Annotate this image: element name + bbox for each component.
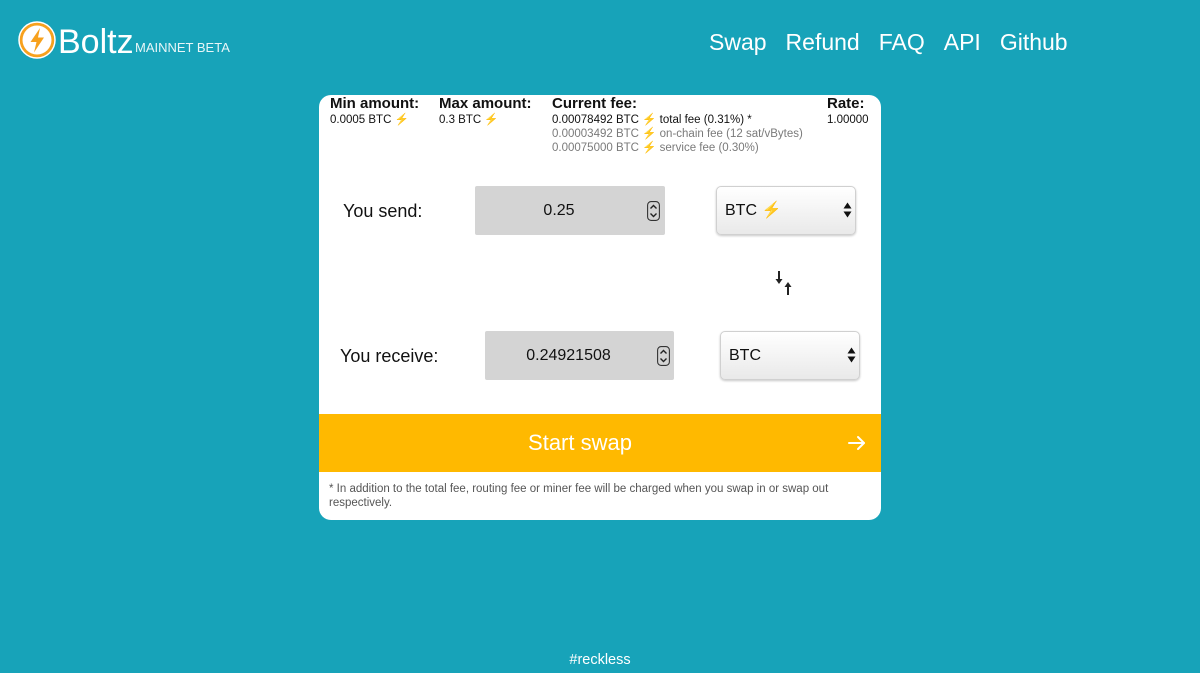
start-swap-label: Start swap — [528, 430, 632, 455]
on-chain-fee-value: 0.00003492 BTC ⚡ on-chain fee (12 sat/vBytes) — [552, 128, 803, 140]
send-currency-value: BTC ⚡ — [725, 202, 782, 219]
send-amount-field — [475, 186, 665, 235]
rate-info — [827, 95, 869, 127]
fee-disclaimer: * In addition to the total fee, routing fee or miner fee will be charged when you swap in or swap out respectively. — [329, 483, 829, 509]
boltz-logo-icon[interactable] — [18, 21, 56, 59]
min-amount-label: Min amount: — [330, 95, 420, 112]
min-amount-info — [330, 95, 419, 127]
brand-name[interactable]: Boltz — [58, 23, 134, 61]
nav-swap[interactable]: Swap — [709, 29, 767, 55]
footer-tagline: #reckless — [569, 652, 631, 668]
swap-arrows-icon[interactable] — [775, 270, 793, 296]
receive-label: You receive: — [340, 346, 439, 366]
arrow-right-icon — [848, 435, 866, 451]
min-amount-value: 0.0005 BTC ⚡ — [330, 114, 409, 126]
rate-label: Rate: — [827, 95, 865, 112]
nav-faq[interactable]: FAQ — [878, 29, 925, 55]
stepper-icon[interactable] — [657, 346, 670, 366]
receive-amount-input[interactable] — [485, 331, 674, 380]
send-currency-select[interactable] — [716, 186, 856, 235]
current-fee-label: Current fee: — [552, 95, 638, 112]
network-badge: MAINNET BETA — [135, 40, 230, 55]
send-label: You send: — [343, 201, 423, 221]
service-fee-value: 0.00075000 BTC ⚡ service fee (0.30%) — [552, 142, 759, 154]
receive-currency-select[interactable] — [720, 331, 860, 380]
current-fee-info — [552, 95, 803, 155]
receive-currency-value: BTC — [729, 347, 761, 364]
nav-api[interactable]: API — [943, 29, 981, 55]
rate-value: 1.00000 — [827, 114, 869, 126]
top-nav — [709, 27, 1068, 57]
max-amount-info — [439, 95, 532, 127]
nav-github[interactable]: Github — [999, 29, 1068, 55]
max-amount-label: Max amount: — [439, 95, 532, 112]
nav-refund[interactable]: Refund — [785, 29, 860, 55]
updown-caret-icon — [843, 202, 852, 218]
swap-card — [319, 95, 881, 520]
start-swap-button[interactable] — [319, 414, 881, 472]
stepper-icon[interactable] — [647, 201, 660, 221]
total-fee-value: 0.00078492 BTC ⚡ total fee (0.31%) * — [552, 114, 752, 126]
max-amount-value: 0.3 BTC ⚡ — [439, 114, 499, 126]
send-amount-input[interactable] — [475, 186, 665, 235]
receive-amount-field — [485, 331, 674, 380]
updown-caret-icon — [847, 347, 856, 363]
